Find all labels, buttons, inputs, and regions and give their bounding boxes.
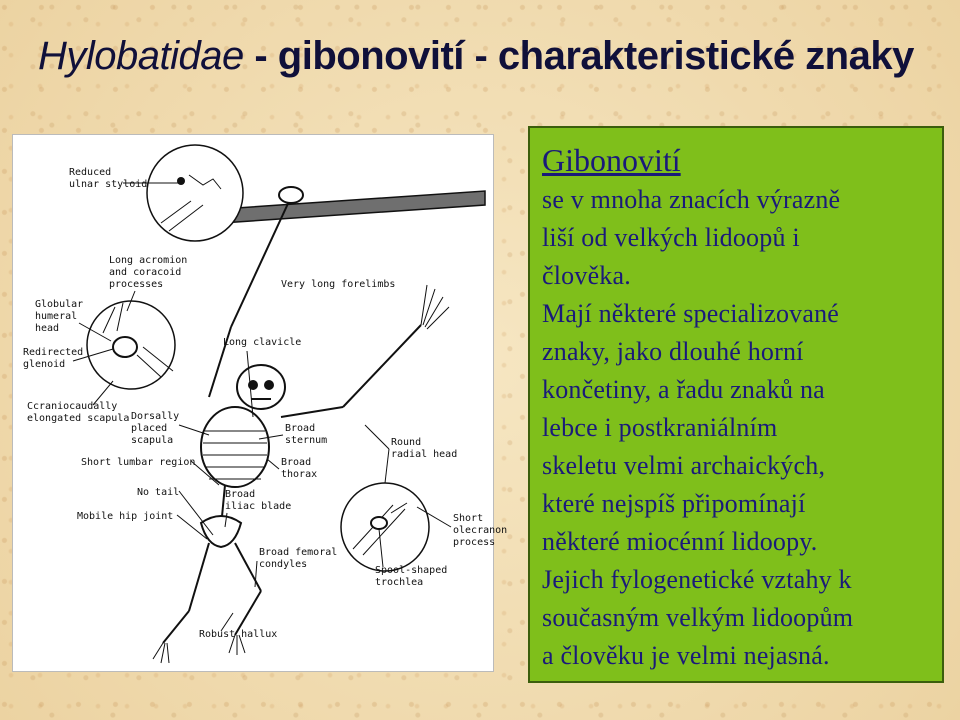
slide-title <box>38 34 914 79</box>
svg-text:Long clavicle: Long clavicle <box>223 337 302 348</box>
detail-circle-shoulder <box>87 301 175 389</box>
textbox-line: lebce i postkraniálním <box>542 413 778 442</box>
label-robust-hallux <box>199 613 277 640</box>
svg-text:Very long forelimbs: Very long forelimbs <box>281 279 396 290</box>
textbox-line: současným velkým lidoopům <box>542 603 854 632</box>
title-rest: - gibonovití - charakteristické znaky <box>243 34 914 78</box>
textbox-line: které nejspíš připomínají <box>542 489 806 518</box>
textbox-body <box>542 181 932 675</box>
textbox-heading: Gibonovití <box>542 142 681 178</box>
svg-text:and coracoid: and coracoid <box>109 267 182 278</box>
label-very-long-forelimbs <box>281 279 395 290</box>
svg-text:condyles: condyles <box>259 559 308 570</box>
svg-text:Ccraniocaudally: Ccraniocaudally <box>27 401 118 412</box>
svg-text:Round: Round <box>391 437 422 448</box>
textbox-line: Mají některé specializované <box>542 299 840 328</box>
title-latin-name: Hylobatidae <box>38 34 244 78</box>
label-round-radial-head <box>365 425 457 483</box>
svg-text:Dorsally: Dorsally <box>131 411 180 422</box>
textbox-line: Jejich fylogenetické vztahy k <box>542 565 852 594</box>
label-short-lumbar-region <box>81 457 219 485</box>
svg-text:Broad femoral: Broad femoral <box>259 547 338 558</box>
label-broad-thorax <box>267 457 317 480</box>
textbox-line: znaky, jako dlouhé horní <box>542 337 804 366</box>
svg-text:Broad: Broad <box>225 489 256 500</box>
svg-text:Mobile hip joint: Mobile hip joint <box>77 511 174 522</box>
label-mobile-hip-joint <box>77 511 207 539</box>
svg-text:Long acromion: Long acromion <box>109 255 188 266</box>
textbox-line: skeletu velmi archaických, <box>542 451 826 480</box>
svg-text:process: process <box>453 537 496 548</box>
svg-text:Short lumbar region: Short lumbar region <box>81 457 196 468</box>
svg-text:ulnar styloid: ulnar styloid <box>69 179 148 190</box>
label-short-olecranon-process <box>417 507 507 548</box>
svg-text:Redirected: Redirected <box>23 347 84 358</box>
description-textbox <box>528 126 944 683</box>
svg-text:elongated scapula: elongated scapula <box>27 413 130 424</box>
textbox-line: se v mnoha znacích výrazně <box>542 185 841 214</box>
svg-text:Short: Short <box>453 513 484 524</box>
svg-text:Globular: Globular <box>35 299 84 310</box>
svg-text:humeral: humeral <box>35 311 78 322</box>
textbox-line: končetiny, a řadu znaků na <box>542 375 825 404</box>
textbox-line: a člověku je velmi nejasná. <box>542 641 830 670</box>
label-craniocaudally-elongated-scapula <box>27 381 129 424</box>
detail-circle-wrist <box>147 145 243 241</box>
svg-text:glenoid: glenoid <box>23 359 66 370</box>
svg-text:scapula: scapula <box>131 435 174 446</box>
svg-text:placed: placed <box>131 423 168 434</box>
svg-text:radial head: radial head <box>391 449 458 460</box>
svg-text:iliac blade: iliac blade <box>225 501 292 512</box>
svg-text:processes: processes <box>109 279 164 290</box>
svg-text:thorax: thorax <box>281 469 318 480</box>
svg-text:Reduced: Reduced <box>69 167 112 178</box>
gibbon-skeleton-figure <box>12 134 508 672</box>
svg-text:olecranon: olecranon <box>453 525 508 536</box>
svg-text:Broad: Broad <box>281 457 312 468</box>
skeleton-illustration <box>13 135 508 671</box>
svg-text:Broad: Broad <box>285 423 316 434</box>
detail-circle-elbow <box>341 483 429 571</box>
svg-text:head: head <box>35 323 60 334</box>
svg-text:Spool-shaped: Spool-shaped <box>375 565 448 576</box>
textbox-line: liší od velkých lidoopů i <box>542 223 800 252</box>
label-broad-femoral-condyles <box>255 547 337 587</box>
svg-text:sternum: sternum <box>285 435 328 446</box>
svg-text:trochlea: trochlea <box>375 577 424 588</box>
textbox-line: člověka. <box>542 261 631 290</box>
svg-text:No tail: No tail <box>137 487 180 498</box>
label-dorsally-placed-scapula <box>131 411 209 446</box>
textbox-line: některé miocénní lidoopy. <box>542 527 818 556</box>
svg-text:Robust hallux: Robust hallux <box>199 629 278 640</box>
